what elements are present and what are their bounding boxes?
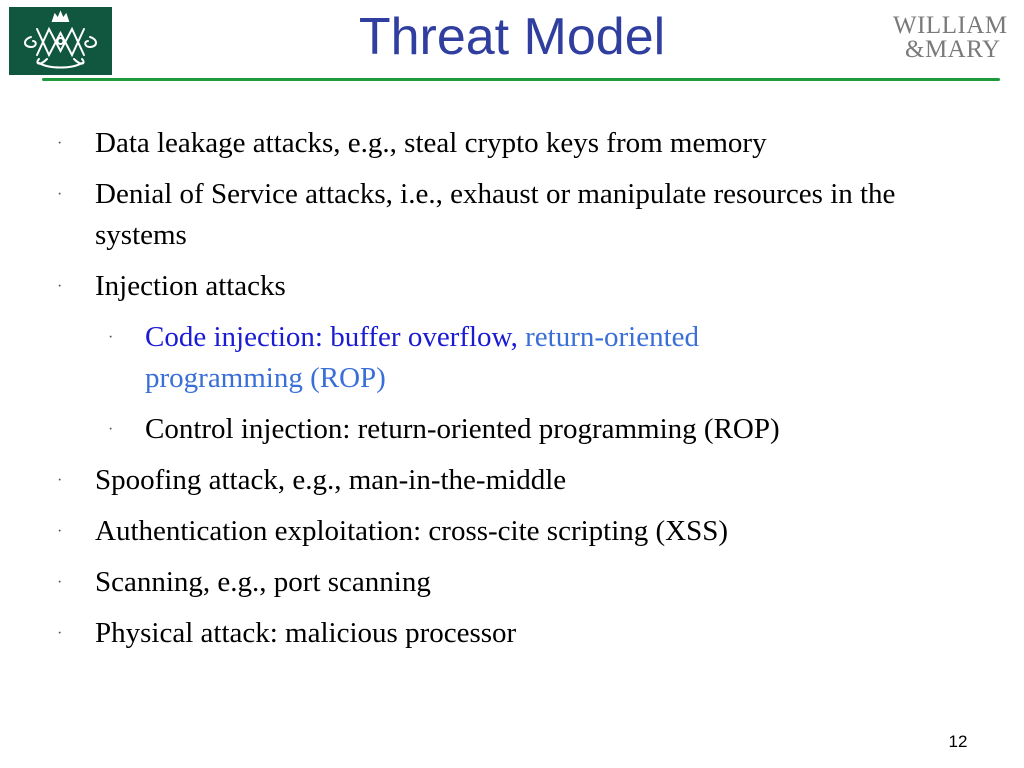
bullet-text: Spoofing attack, e.g., man-in-the-middle — [95, 464, 567, 496]
bullet-item — [0, 511, 1024, 552]
bullet-text: Authentication exploitation: cross-cite scripting (XSS) — [95, 515, 729, 547]
sub-bullet-item — [0, 409, 1024, 450]
bullet-marker: · — [108, 421, 114, 438]
william-mary-wordmark — [893, 14, 1019, 62]
bullet-text-highlight-secondary: return-oriented programming (ROP) — [145, 321, 700, 394]
wordmark-line2: &MARY — [905, 36, 1001, 63]
bullet-item — [0, 613, 1024, 654]
bullet-text-highlight: Code injection: buffer overflow, — [145, 321, 518, 353]
bullet-text: Scanning, e.g., port scanning — [95, 566, 431, 598]
bullet-text: Control injection: return-oriented programming (ROP) — [145, 413, 780, 445]
bullet-text: Physical attack: malicious processor — [95, 617, 517, 649]
bullet-marker: · — [57, 135, 63, 152]
wordmark-line1: WILLIAM — [893, 12, 1008, 39]
sub-bullet-item — [0, 317, 1024, 399]
bullet-item — [0, 460, 1024, 501]
bullet-item — [0, 174, 1024, 256]
bullet-marker: · — [57, 574, 63, 591]
page-number: 12 — [948, 732, 968, 751]
bullet-item — [0, 562, 1024, 603]
bullet-marker: · — [57, 186, 63, 203]
bullet-item — [0, 266, 1024, 307]
bullet-marker: · — [57, 278, 63, 295]
bullet-marker: · — [108, 329, 114, 346]
title-underline — [42, 78, 1000, 81]
bullet-list — [0, 123, 1024, 664]
bullet-text: Denial of Service attacks, i.e., exhaust or manipulate resources in the systems — [95, 178, 896, 251]
bullet-item — [0, 123, 1024, 164]
bullet-marker: · — [57, 472, 63, 489]
bullet-text: Injection attacks — [95, 270, 286, 302]
bullet-marker: · — [57, 523, 63, 540]
bullet-text: Data leakage attacks, e.g., steal crypto keys from memory — [95, 127, 767, 159]
slide-title: Threat Model — [358, 8, 666, 66]
bullet-marker: · — [57, 625, 63, 642]
